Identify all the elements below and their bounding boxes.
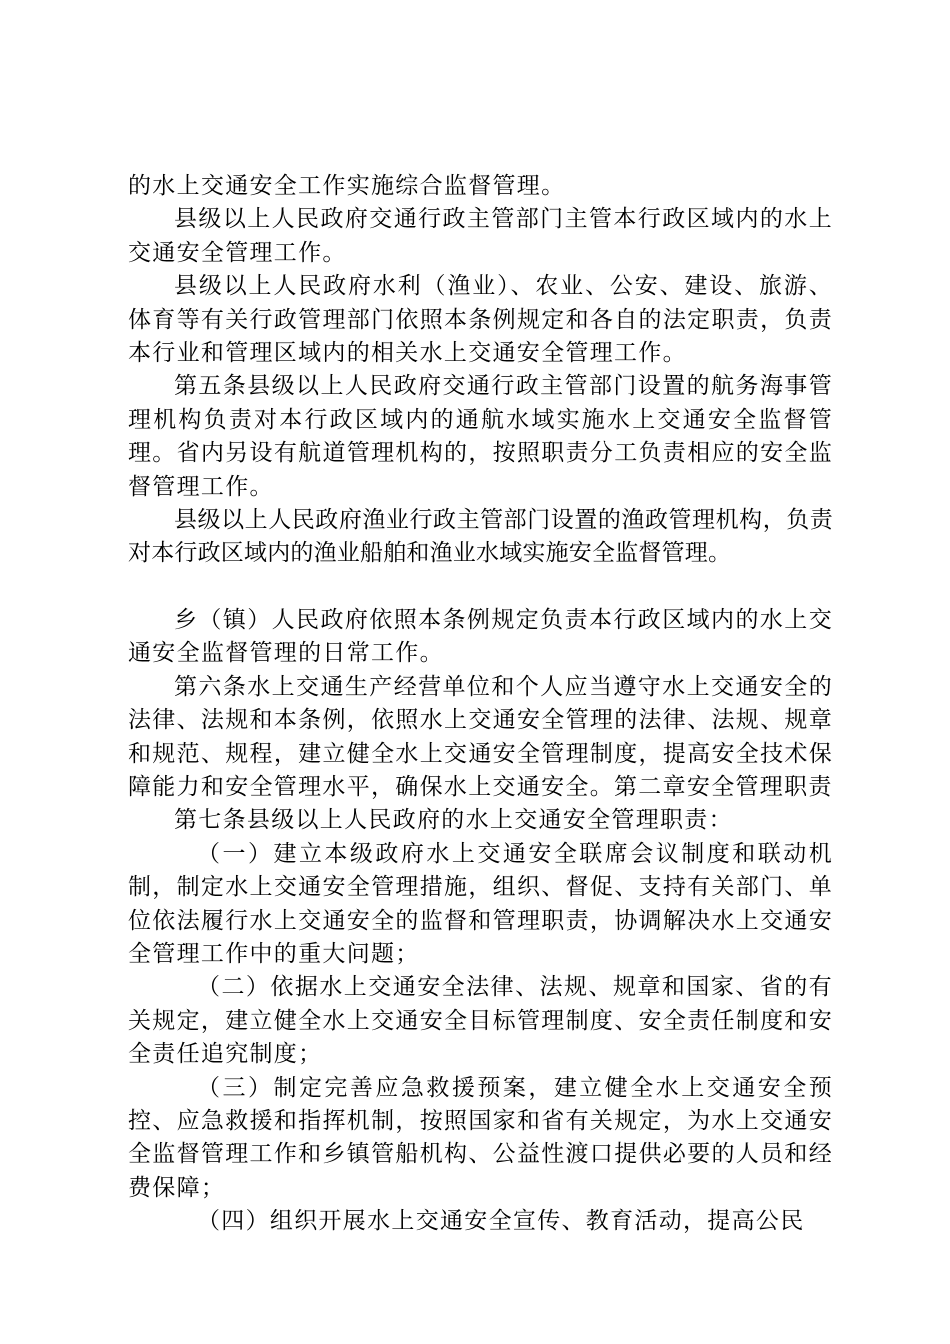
- paragraph-continuation: 的水上交通安全工作实施综合监督管理。: [128, 173, 566, 199]
- list-item-2: （二）依据水上交通安全法律、法规、规章和国家、省的有关规定，建立健全水上交通安全目标管理制度、安全责任制度和安全责任追究制度；: [128, 974, 833, 1068]
- list-item-1: （一）建立本级政府水上交通安全联席会议制度和联动机制，制定水上交通安全管理措施，组织、督促、支持有关部门、单位依法履行水上交通安全的监督和管理职责，协调解决水上交通安全管理工作中的重大问题；: [128, 840, 833, 967]
- paragraph-township: 乡（镇）人民政府依照本条例规定负责本行政区域内的水上交通安全监督管理的日常工作。: [128, 606, 833, 667]
- paragraph-county-departments: 县级以上人民政府水利（渔业）、农业、公安、建设、旅游、体育等有关行政管理部门依照本条例规定和各自的法定职责，负责本行业和管理区域内的相关水上交通安全管理工作。: [128, 273, 833, 367]
- paragraph-article-6: 第六条水上交通生产经营单位和个人应当遵守水上交通安全的法律、法规和本条例，依照水上交通安全管理的法律、法规、规章和规范、规程，建立健全水上交通安全管理制度，提高安全技术保障能力和安全管理水平，确保水上交通安全。第二章安全管理职责: [128, 673, 833, 800]
- list-item-3: （三）制定完善应急救援预案，建立健全水上交通安全预控、应急救援和指挥机制，按照国家和省有关规定，为水上交通安全监督管理工作和乡镇管船机构、公益性渡口提供必要的人员和经费保障；: [128, 1074, 833, 1201]
- list-item-4: （四）组织开展水上交通安全宣传、教育活动，提高公民: [197, 1208, 805, 1235]
- paragraph-article-5: 第五条县级以上人民政府交通行政主管部门设置的航务海事管理机构负责对本行政区域内的通航水域实施水上交通安全监督管理。省内另设有航道管理机构的，按照职责分工负责相应的安全监督管理工作。: [128, 373, 833, 500]
- paragraph-fishery: 县级以上人民政府渔业行政主管部门设置的渔政管理机构，负责对本行政区域内的渔业船舶和渔业水域实施安全监督管理。: [128, 507, 833, 567]
- paragraph-article-7: 第七条县级以上人民政府的水上交通安全管理职责：: [174, 807, 733, 834]
- document-body: [128, 170, 833, 1239]
- paragraph-county-transport: 县级以上人民政府交通行政主管部门主管本行政区域内的水上交通安全管理工作。: [128, 206, 833, 266]
